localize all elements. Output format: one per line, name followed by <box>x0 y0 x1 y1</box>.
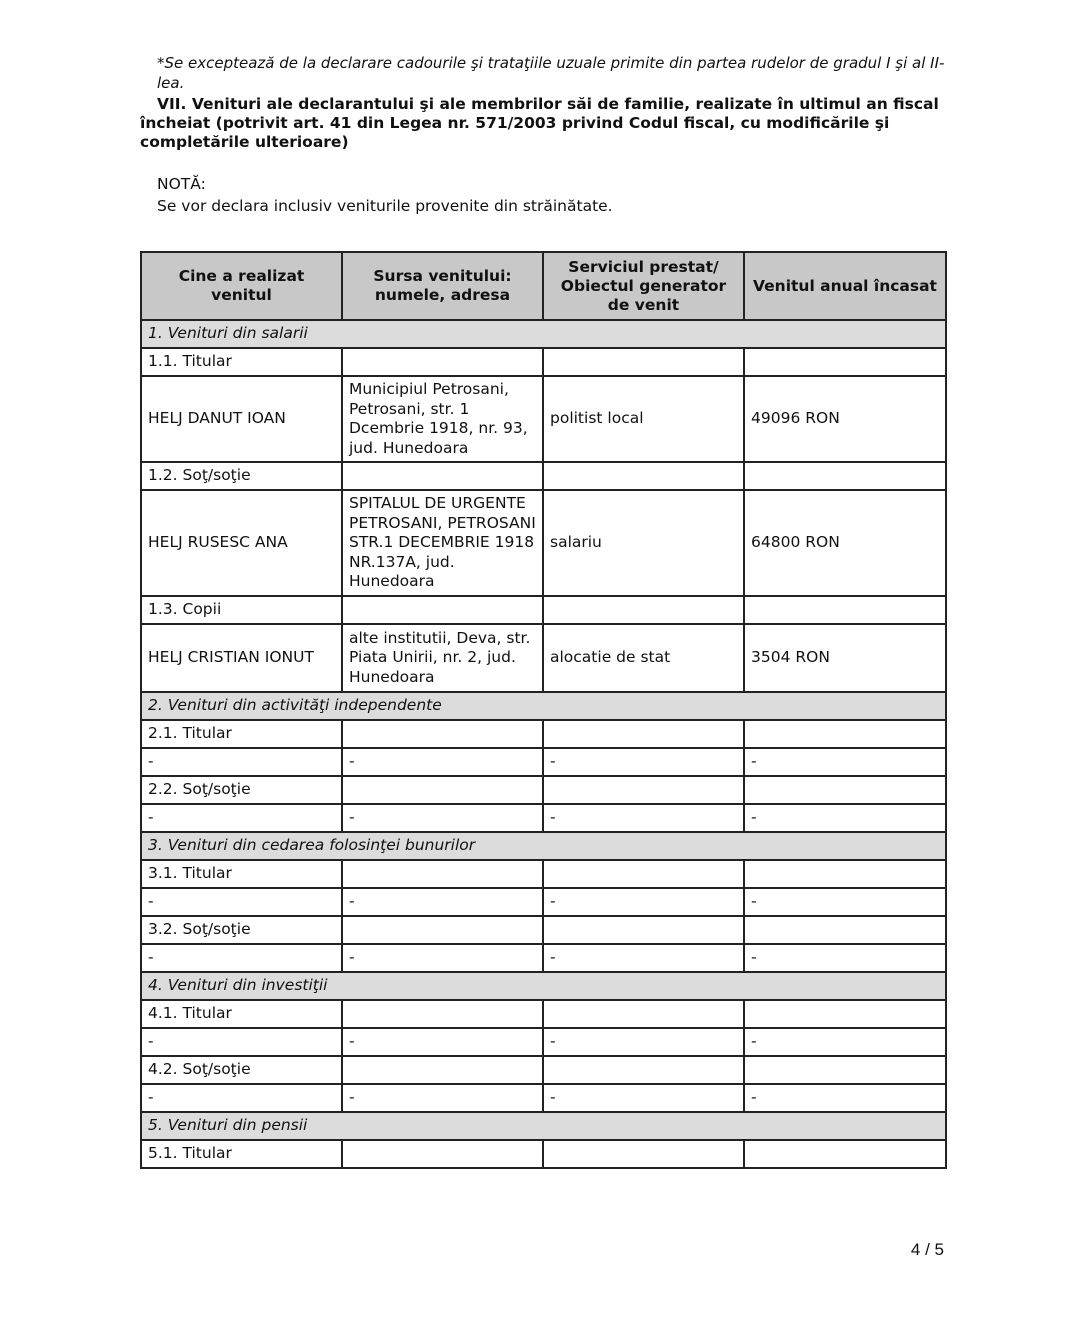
cell-dash: - <box>141 1084 342 1112</box>
cell-dash: - <box>744 1028 946 1056</box>
cell-dash: - <box>543 748 744 776</box>
table-row <box>141 860 946 888</box>
table-row <box>141 720 946 748</box>
cell-dash: - <box>342 1028 543 1056</box>
cell-dash: - <box>342 944 543 972</box>
row-label: 4.1. Titular <box>141 1000 342 1028</box>
table-row <box>141 624 946 692</box>
table-row <box>141 596 946 624</box>
table-header-row <box>141 252 946 320</box>
row-label: 5.1. Titular <box>141 1140 342 1168</box>
cell-source: Municipiul Petrosani, Petrosani, str. 1 Dcembrie 1918, nr. 93, jud. Hunedoara <box>342 376 543 462</box>
page-number: 4 / 5 <box>910 1240 944 1259</box>
cell-dash: - <box>141 804 342 832</box>
cell-source: SPITALUL DE URGENTE PETROSANI, PETROSANI STR.1 DECEMBRIE 1918 NR.137A, jud. Hunedoara <box>342 490 543 596</box>
table-row <box>141 1056 946 1084</box>
note-label: NOTĂ: <box>157 175 206 193</box>
table-row <box>141 1084 946 1112</box>
cell-dash: - <box>141 944 342 972</box>
cell-income: 3504 RON <box>744 624 946 692</box>
cell-who: HELJ DANUT IOAN <box>141 376 342 462</box>
table-row <box>141 916 946 944</box>
row-label: 2.2. Soţ/soţie <box>141 776 342 804</box>
cell-dash: - <box>744 944 946 972</box>
table-row <box>141 376 946 462</box>
table-row <box>141 348 946 376</box>
category-row <box>141 972 946 1000</box>
cell-dash: - <box>543 944 744 972</box>
category-row <box>141 832 946 860</box>
cell-dash: - <box>543 804 744 832</box>
cell-dash: - <box>342 804 543 832</box>
cell-who: HELJ CRISTIAN IONUT <box>141 624 342 692</box>
category-salaries: 1. Venituri din salarii <box>141 320 946 348</box>
header-who: Cine a realizat venitul <box>141 252 342 320</box>
cell-dash: - <box>543 1084 744 1112</box>
category-row <box>141 692 946 720</box>
note-text: Se vor declara inclusiv veniturile provenite din străinătate. <box>157 197 613 215</box>
cell-dash: - <box>543 888 744 916</box>
cell-service: alocatie de stat <box>543 624 744 692</box>
cell-dash: - <box>744 888 946 916</box>
section-title: VII. Venituri ale declarantului şi ale membrilor săi de familie, realizate în ultimul an fiscal încheiat (potrivit art. 41 din Legea nr. 571/2003 privind Codul fiscal, cu modificările şi completările ulterioare) <box>140 95 939 151</box>
income-table <box>140 251 947 1169</box>
cell-who: HELJ RUSESC ANA <box>141 490 342 596</box>
cell-dash: - <box>744 1084 946 1112</box>
cell-service: salariu <box>543 490 744 596</box>
table-row <box>141 1140 946 1168</box>
cell-dash: - <box>342 888 543 916</box>
footnote: *Se exceptează de la declarare cadourile şi trataţiile uzuale primite din partea rudelor de gradul I şi al II-lea. <box>157 54 945 92</box>
table-row <box>141 490 946 596</box>
row-label: 1.2. Soţ/soţie <box>141 462 342 490</box>
row-label: 4.2. Soţ/soţie <box>141 1056 342 1084</box>
row-label: 2.1. Titular <box>141 720 342 748</box>
category-row <box>141 1112 946 1140</box>
table-row <box>141 776 946 804</box>
cell-source: alte institutii, Deva, str. Piata Unirii, nr. 2, jud. Hunedoara <box>342 624 543 692</box>
cell-dash: - <box>744 748 946 776</box>
row-label: 3.2. Soţ/soţie <box>141 916 342 944</box>
category-investments: 4. Venituri din investiţii <box>141 972 946 1000</box>
cell-dash: - <box>342 1084 543 1112</box>
row-label: 3.1. Titular <box>141 860 342 888</box>
table-row <box>141 748 946 776</box>
cell-dash: - <box>141 748 342 776</box>
cell-dash: - <box>342 748 543 776</box>
category-pensions: 5. Venituri din pensii <box>141 1112 946 1140</box>
cell-income: 64800 RON <box>744 490 946 596</box>
table-row <box>141 1000 946 1028</box>
header-source: Sursa venitului: numele, adresa <box>342 252 543 320</box>
cell-dash: - <box>543 1028 744 1056</box>
header-income: Venitul anual încasat <box>744 252 946 320</box>
header-service: Serviciul prestat/ Obiectul generator de venit <box>543 252 744 320</box>
cell-dash: - <box>744 804 946 832</box>
cell-income: 49096 RON <box>744 376 946 462</box>
cell-dash: - <box>141 1028 342 1056</box>
table-row <box>141 944 946 972</box>
table-row <box>141 888 946 916</box>
cell-service: politist local <box>543 376 744 462</box>
category-row <box>141 320 946 348</box>
row-label: 1.1. Titular <box>141 348 342 376</box>
category-property-use: 3. Venituri din cedarea folosinţei bunurilor <box>141 832 946 860</box>
table-row <box>141 462 946 490</box>
table-row <box>141 804 946 832</box>
table-row <box>141 1028 946 1056</box>
cell-dash: - <box>141 888 342 916</box>
category-independent: 2. Venituri din activităţi independente <box>141 692 946 720</box>
row-label: 1.3. Copii <box>141 596 342 624</box>
